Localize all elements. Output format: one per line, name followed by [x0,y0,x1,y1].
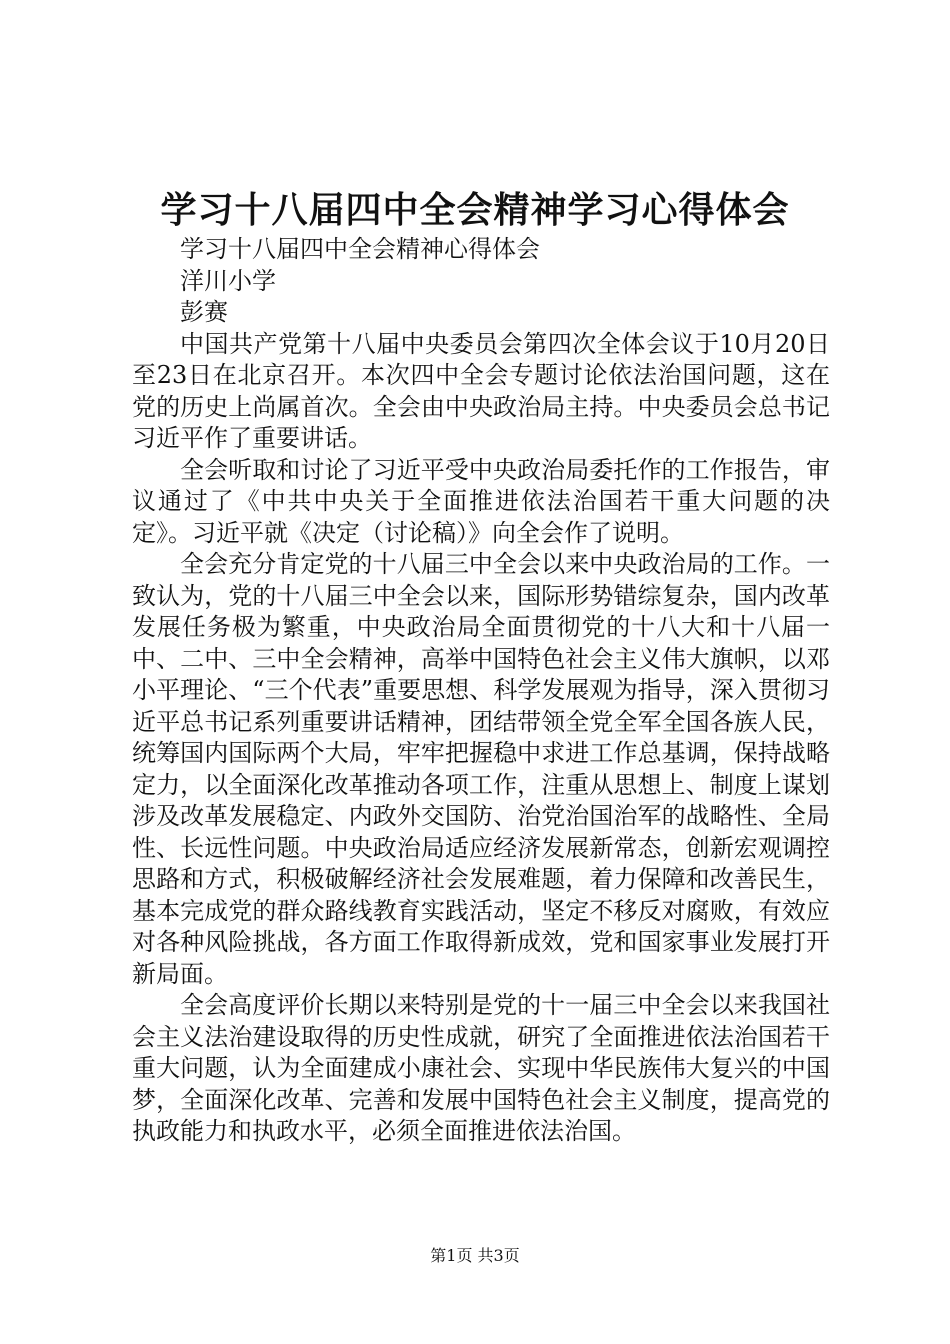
paragraph: 全会充分肯定党的十八届三中全会以来中央政治局的工作。一致认为，党的十八届三中全会以来，国际形势错综复杂，国内改革发展任务极为繁重，中央政治局全面贯彻党的十八大和十八届一中、二中、三中全会精神，高举中国特色社会主义伟大旗帜，以邓小平理论、“三个代表”重要思想、科学发展观为指导，深入贯彻习近平总书记系列重要讲话精神，团结带领全党全军全国各族人民，统筹国内国际两个大局，牢牢把握稳中求进工作总基调，保持战略定力，以全面深化改革推动各项工作，注重从思想上、制度上谋划涉及改革发展稳定、内政外交国防、治党治国治军的战略性、全局性、长远性问题。中央政治局适应经济发展新常态，创新宏观调控思路和方式，积极破解经济社会发展难题，着力保障和改善民生，基本完成党的群众路线教育实践活动，坚定不移反对腐败，有效应对各种风险挑战，各方面工作取得新成效，党和国家事业发展打开新局面。 [132,550,830,988]
paragraph: 全会高度评价长期以来特别是党的十一届三中全会以来我国社会主义法治建设取得的历史性成就，研究了全面推进依法治国若干重大问题，认为全面建成小康社会、实现中华民族伟大复兴的中国梦，全面深化改革、完善和发展中国特色社会主义制度，提高党的执政能力和执政水平，必须全面推进依法治国。 [132,991,830,1145]
paragraph: 全会听取和讨论了习近平受中央政治局委托作的工作报告，审议通过了《中共中央关于全面推进依法治国若干重大问题的决定》。习近平就《决定（讨论稿）》向全会作了说明。 [132,455,830,547]
page-number-footer: 第1页 共3页 [430,1246,520,1265]
author-name: 彭赛 [180,298,228,326]
paragraph: 中国共产党第十八届中央委员会第四次全体会议于10月20日至23日在北京召开。本次四中全会专题讨论依法治国问题，这在党的历史上尚属首次。全会由中央政治局主持。中央委员会总书记习近平作了重要讲话。 [132,329,830,452]
page-title: 学习十八届四中全会精神学习心得体会 [160,189,790,231]
document-body [132,234,830,1148]
school-name: 洋川小学 [180,266,276,295]
subtitle: 学习十八届四中全会精神心得体会 [180,235,540,263]
